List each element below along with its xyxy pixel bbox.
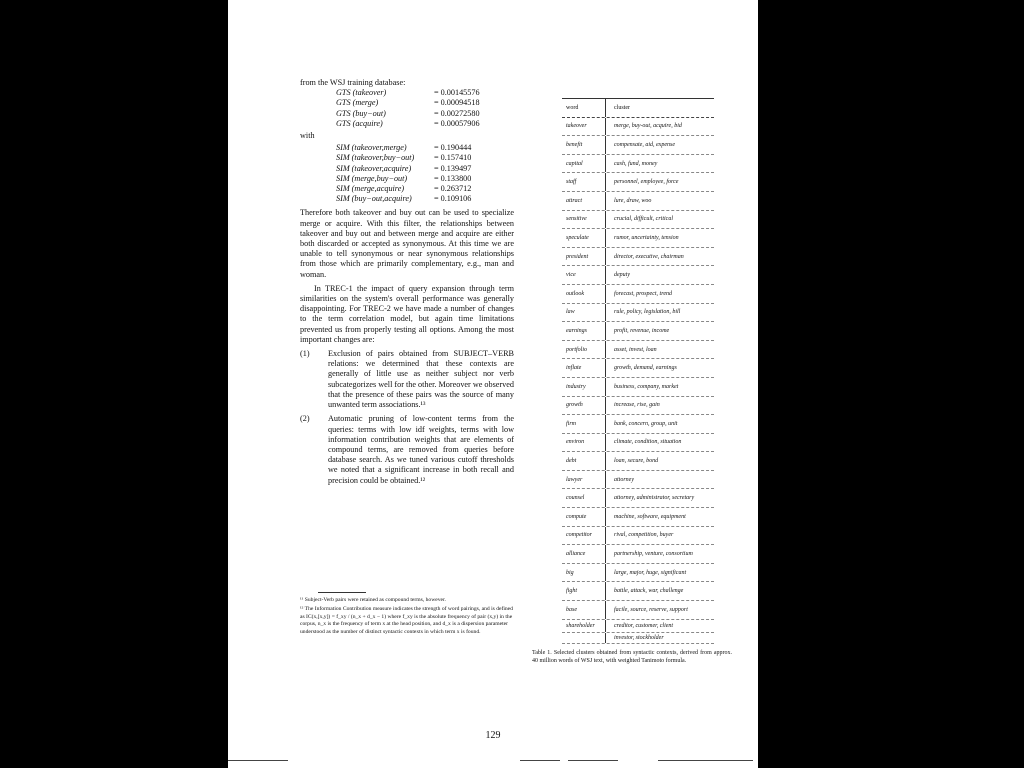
- table-row: [562, 545, 714, 564]
- table-cell-word: vice: [562, 266, 606, 284]
- table-cell-word: inflate: [562, 359, 606, 377]
- table-row: [562, 489, 714, 508]
- sim-equations: [336, 143, 514, 204]
- table-row: [562, 601, 714, 620]
- table-row: [562, 620, 714, 633]
- table-cell-word: outlook: [562, 285, 606, 303]
- table-row: [562, 397, 714, 416]
- table-row: [562, 359, 714, 378]
- list-item: [300, 349, 514, 410]
- sim-formula: SIM (merge,buy−out): [336, 173, 408, 183]
- table-row: [562, 211, 714, 230]
- table-cell-cluster: director, executive, chairman: [614, 253, 684, 260]
- table-cell-cluster: rule, policy, legislation, bill: [614, 309, 681, 316]
- table-cell-word: lawyer: [562, 471, 606, 489]
- table-row: [562, 434, 714, 453]
- left-column: [300, 78, 514, 486]
- table-cell-cluster: business, company, market: [614, 383, 679, 390]
- table-cell-word: attract: [562, 192, 606, 210]
- gts-value: = 0.00094518: [434, 98, 480, 108]
- table-row: [562, 582, 714, 601]
- footnotes: [300, 592, 516, 638]
- table-caption: Table 1. Selected clusters obtained from syntactic contexts, derived from approx. 40 million words of WSJ text, with weighted Tanimoto formula.: [532, 650, 732, 664]
- table-cell-cluster: partnership, venture, consortium: [614, 551, 693, 558]
- table-row: [562, 155, 714, 174]
- table-cell-cluster: attorney, administrator, secretary: [614, 495, 695, 502]
- table-row: [562, 322, 714, 341]
- table-cell-cluster: attorney: [614, 476, 634, 483]
- gts-value: = 0.00145576: [434, 88, 480, 98]
- table-cell-word: president: [562, 248, 606, 266]
- table-cell-cluster: rumor, uncertainty, tension: [614, 234, 679, 241]
- table-cell-word: shareholder: [562, 620, 606, 632]
- table-cell-word: alliance: [562, 545, 606, 563]
- sim-formula: SIM (merge,acquire): [336, 184, 405, 194]
- table-row: [562, 173, 714, 192]
- page-number: 129: [485, 730, 501, 741]
- sim-value: = 0.263712: [434, 184, 472, 194]
- table-cell-cluster: investor, stockholder: [614, 634, 664, 641]
- table-row: [562, 452, 714, 471]
- table-cell-cluster: creditor, customer, client: [614, 622, 674, 629]
- sim-value: = 0.109106: [434, 194, 472, 204]
- footnote-rule: [318, 592, 366, 593]
- table-cell-cluster: bank, concern, group, unit: [614, 420, 678, 427]
- footnote: ¹¹ Subject-Verb pairs were retained as compound terms, however.: [300, 597, 446, 603]
- table-cell-word: big: [562, 564, 606, 582]
- table-row: [562, 285, 714, 304]
- sim-formula: SIM (buy−out,acquire): [336, 194, 412, 204]
- table-cell-cluster: facile, source, reserve, support: [614, 606, 688, 613]
- item-number: (1): [300, 349, 310, 359]
- gts-equations: [336, 88, 514, 129]
- table-cell-word: speculate: [562, 229, 606, 247]
- table-cell-cluster: growth, demand, earnings: [614, 365, 677, 372]
- table-row: [562, 633, 714, 644]
- gts-formula: GTS (acquire): [336, 118, 383, 128]
- table-row: [562, 471, 714, 490]
- table-cell-cluster: battle, attack, war, challenge: [614, 588, 684, 595]
- paragraph-1: Therefore both takeover and buy out can be used to specialize merge or acquire. With this filter, the relationships between takeover and buy out and between merge and acquire are either both discarded or accepted as synonymous. At this time we are unable to tell synonymous or near synonymous relationships from those which are primarily complementary, e.g., man and woman.: [300, 208, 514, 279]
- scan-artifact-line: [520, 760, 560, 761]
- table-cell-cluster: asset, invest, loan: [614, 346, 657, 353]
- gts-formula: GTS (takeover): [336, 88, 387, 98]
- table-row: [562, 527, 714, 546]
- table-cell-word: counsel: [562, 489, 606, 507]
- table-cell-cluster: personnel, employee, force: [614, 179, 679, 186]
- sim-value: = 0.139497: [434, 163, 472, 173]
- table-cell-cluster: crucial, difficult, critical: [614, 216, 673, 223]
- table-cell-cluster: machine, software, equipment: [614, 513, 686, 520]
- scan-artifact-line: [568, 760, 618, 761]
- gts-value: = 0.00272580: [434, 108, 480, 118]
- table-cell-word: fight: [562, 582, 606, 600]
- table-cell-word: capital: [562, 155, 606, 173]
- table-cell-word: base: [562, 601, 606, 619]
- table-cell-word: competitor: [562, 527, 606, 545]
- table-cell-word: takeover: [562, 118, 606, 136]
- table-row: [562, 118, 714, 137]
- table-row: [562, 304, 714, 323]
- table-row: [562, 266, 714, 285]
- footnote: ¹² The Information Contribution measure indicates the strength of word pairings, and is defined as IC(x,[x,y]) = f_xy / (n_x + d_x − 1) where f_xy is the absolute frequency of pair (x,y) in the corpus, n_x is the frequency of term x at the head position, and d_x is a dispersion parameter understood as the number of distinct syntactic contexts in which term x is found.: [300, 606, 513, 635]
- table-cell-cluster: increase, rise, gain: [614, 402, 660, 409]
- table-header: [562, 99, 714, 118]
- table-cell-word: [562, 633, 606, 643]
- scan-artifact-line: [228, 760, 288, 761]
- sim-formula: SIM (takeover,merge): [336, 143, 407, 153]
- gts-value: = 0.00057906: [434, 118, 480, 128]
- intro-line: from the WSJ training database:: [300, 78, 406, 87]
- table-cell-word: staff: [562, 173, 606, 191]
- table-cell-cluster: cash, fund, money: [614, 160, 658, 167]
- table-cell-cluster: forecast, prospect, trend: [614, 290, 672, 297]
- table-cell-cluster: lure, draw, woo: [614, 197, 652, 204]
- table-cell-cluster: deputy: [614, 272, 630, 279]
- table-cell-word: earnings: [562, 322, 606, 340]
- sim-formula: SIM (takeover,buy−out): [336, 153, 415, 163]
- table-cell-word: portfolio: [562, 341, 606, 359]
- table-cell-word: compute: [562, 508, 606, 526]
- table-cell-word: firm: [562, 415, 606, 433]
- sim-value: = 0.157410: [434, 153, 472, 163]
- table-cell-word: benefit: [562, 136, 606, 154]
- header-word: word: [562, 99, 606, 117]
- table-cell-word: law: [562, 304, 606, 322]
- table-cell-cluster: merge, buy-out, acquire, bid: [614, 123, 682, 130]
- table-row: [562, 229, 714, 248]
- item-number: (2): [300, 414, 310, 424]
- sim-value: = 0.190444: [434, 143, 472, 153]
- table-row: [562, 378, 714, 397]
- table-row: [562, 415, 714, 434]
- table-cell-cluster: compensate, aid, expense: [614, 141, 675, 148]
- paragraph-2: In TREC-1 the impact of query expansion through term similarities on the system's overall performance was generally disappointing. For TREC-2 we have made a number of changes to the term correlation model, but again time limitations prevented us from properly testing all options. Among the most important changes are:: [300, 283, 514, 344]
- scan-artifact-line: [658, 760, 753, 761]
- table-cell-cluster: profit, revenue, income: [614, 327, 670, 334]
- sim-value: = 0.133800: [434, 173, 472, 183]
- gts-formula: GTS (merge): [336, 98, 379, 108]
- table-row: [562, 192, 714, 211]
- table-cell-word: growth: [562, 397, 606, 415]
- table-row: [562, 248, 714, 267]
- table-cell-word: debt: [562, 452, 606, 470]
- header-cluster: cluster: [614, 104, 630, 111]
- document-page: [228, 0, 758, 768]
- sim-formula: SIM (takeover,acquire): [336, 163, 412, 173]
- table-row: [562, 508, 714, 527]
- table-cell-cluster: climate, condition, situation: [614, 439, 682, 446]
- table-cell-word: sensitive: [562, 211, 606, 229]
- table-cell-cluster: loan, secure, bond: [614, 458, 659, 465]
- table-cell-word: industry: [562, 378, 606, 396]
- list-item: [300, 414, 514, 485]
- table-row: [562, 341, 714, 360]
- table-row: [562, 564, 714, 583]
- with-line: with: [300, 131, 315, 141]
- table-cell-cluster: rival, competition, buyer: [614, 532, 674, 539]
- table-cell-cluster: large, major, huge, significant: [614, 569, 687, 576]
- item-text: Exclusion of pairs obtained from SUBJECT–VERB relations: we determined that these contexts are generally of little use as neither subject nor verb subcategorizes well for the other. Moreover we observed that the presence of these pairs was the source of many unwanted term associations.¹³: [328, 349, 514, 410]
- item-text: Automatic pruning of low-content terms from the queries: terms with low idf weights, terms with low information contribution weights that are elements of compound terms, are removed from queries before database search. As we tuned various cutoff thresholds we noted that a significant increase in both recall and precision could be obtained.¹²: [328, 414, 514, 485]
- table-row: [562, 136, 714, 155]
- table-cell-word: environ: [562, 434, 606, 452]
- gts-formula: GTS (buy−out): [336, 108, 386, 118]
- cluster-table: [562, 98, 714, 644]
